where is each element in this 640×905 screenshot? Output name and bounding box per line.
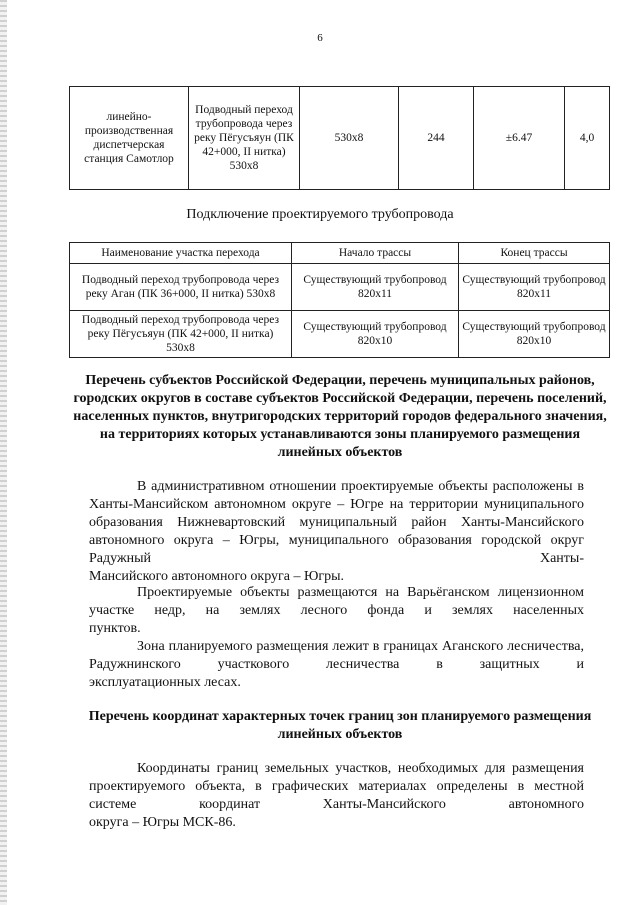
paragraph-administrative <box>89 478 584 586</box>
table-cell-end: Существующий трубопровод 820х10 <box>459 311 610 358</box>
paragraph-text: В административном отношении проектируемые объекты расположены в Ханты-Мансийском автономном округе – Югре на территории муниципального образования Нижневартовский муниципальный район Ханты-Мансийского автономного округа – Югры, муниципального образования городской округ Радужный Ханты- <box>89 479 584 566</box>
paragraph-location <box>89 584 584 638</box>
table-caption: Подключение проектируемого трубопровода <box>186 207 454 222</box>
paragraph-text: Координаты границ земельных участков, необходимых для размещения проектируемого объекта, в графических материалах определены в местной системе координат Ханты-Мансийского автономного <box>89 761 584 812</box>
paragraph-last-line: пунктов. <box>89 621 141 636</box>
table-cell-pressure: 4,0 <box>565 87 610 190</box>
table-cell-crossing: Подводный переход трубопровода через реку Пёгусъяун (ПК 42+000, II нитка) 530х8 <box>189 87 300 190</box>
scan-edge <box>0 0 7 905</box>
paragraph-last-line: округа – Югры МСК-86. <box>89 815 236 830</box>
table-cell-station: линейно-производственная диспетчерская станция Самотлор <box>70 87 189 190</box>
paragraph-last-line: эксплуатационных лесах. <box>89 675 241 690</box>
pipeline-connection-table <box>69 242 610 358</box>
table-cell-length: 244 <box>399 87 474 190</box>
table-header-row <box>70 243 610 264</box>
paragraph-last-line: Мансийского автономного округа – Югры. <box>89 569 345 584</box>
table-cell-diameter: 530х8 <box>300 87 399 190</box>
paragraph-text: Зона планируемого размещения лежит в границах Аганского лесничества, Радужнинского участкового лесничества в защитных и <box>89 639 584 672</box>
column-header-end: Конец трассы <box>459 243 610 264</box>
column-header-section: Наименование участка перехода <box>70 243 292 264</box>
table-cell-elevation: ±6.47 <box>474 87 565 190</box>
page-number: 6 <box>317 32 323 44</box>
table-cell-start: Существующий трубопровод 820х10 <box>292 311 459 358</box>
paragraph-zone <box>89 638 584 692</box>
table-cell-start: Существующий трубопровод 820х11 <box>292 264 459 311</box>
table-cell-end: Существующий трубопровод 820х11 <box>459 264 610 311</box>
column-header-start: Начало трассы <box>292 243 459 264</box>
section-heading-coordinates: Перечень координат характерных точек границ зон планируемого размещения линейных объектов <box>88 709 592 742</box>
paragraph-coordinates <box>89 760 584 832</box>
table-row <box>70 264 610 311</box>
section-heading-territories: Перечень субъектов Российской Федерации, перечень муниципальных районов, городских округов в составе субъектов Российской Федерации, перечень поселений, населенных пунктов, внутригородских территорий городов федерального значения, на территориях которых устанавливаются зоны планируемого размещения линейных объектов <box>73 373 607 460</box>
paragraph-text: Проектируемые объекты размещаются на Варьёганском лицензионном участке недр, на землях лесного фонда и землях населенных <box>89 585 584 618</box>
table-cell-section: Подводный переход трубопровода через реку Пёгусъяун (ПК 42+000, II нитка) 530х8 <box>70 311 292 358</box>
table-row <box>70 311 610 358</box>
pipeline-parameters-table <box>69 86 610 190</box>
table-row <box>70 87 610 190</box>
table-cell-section: Подводный переход трубопровода через реку Аган (ПК 36+000, II нитка) 530х8 <box>70 264 292 311</box>
